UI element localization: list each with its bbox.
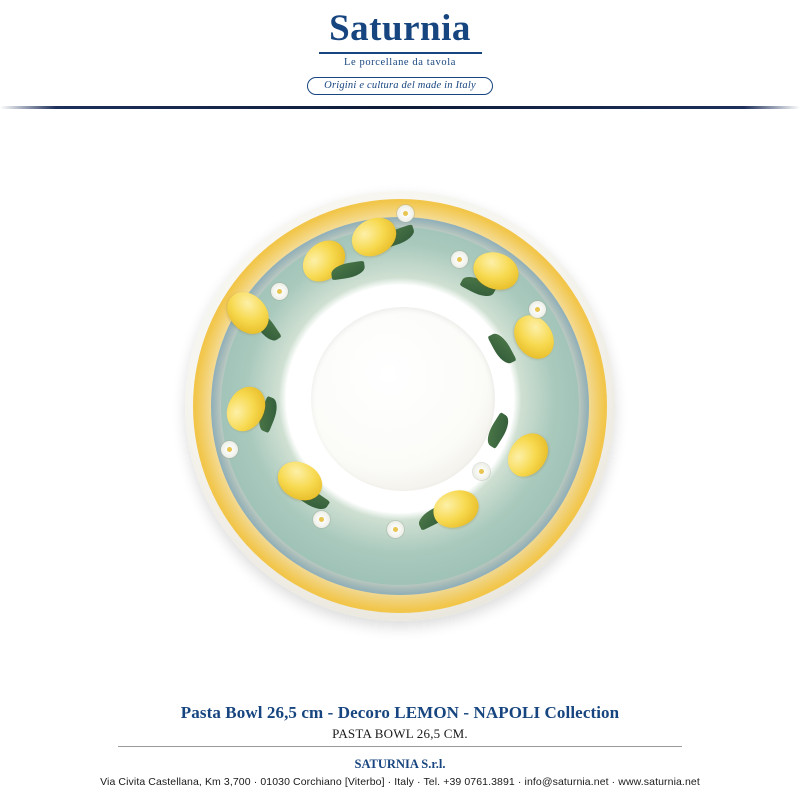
brand-badge: Origini e cultura del made in Italy [307,77,493,95]
product-image-area [0,109,800,703]
plate-inner-well [311,307,495,491]
footer-company-name: SATURNIA S.r.l. [354,757,446,771]
footer-divider [118,746,682,747]
blossom-decor [529,301,546,318]
footer-address: Via Civita Castellana, Km 3,700 · 01030 Corchiano [Viterbo] · Italy · Tel. +39 0761.3891 · info@saturnia.net · www.saturnia.net [100,776,700,788]
blossom-decor [271,283,288,300]
product-subtitle: PASTA BOWL 26,5 CM. [332,726,468,741]
product-image-pasta-bowl [185,191,615,621]
blossom-decor [451,251,468,268]
brand-tagline: Le porcellane da tavola [343,56,457,68]
blossom-decor [387,521,404,538]
brand-divider [319,52,482,54]
blossom-decor [221,441,238,458]
blossom-decor [397,205,414,222]
blossom-decor [313,511,330,528]
page-footer [0,746,800,800]
page-header [0,0,800,109]
product-title: Pasta Bowl 26,5 cm - Decoro LEMON - NAPOLI Collection [180,703,620,722]
brand-name: Saturnia [329,8,471,49]
product-caption [0,703,800,746]
